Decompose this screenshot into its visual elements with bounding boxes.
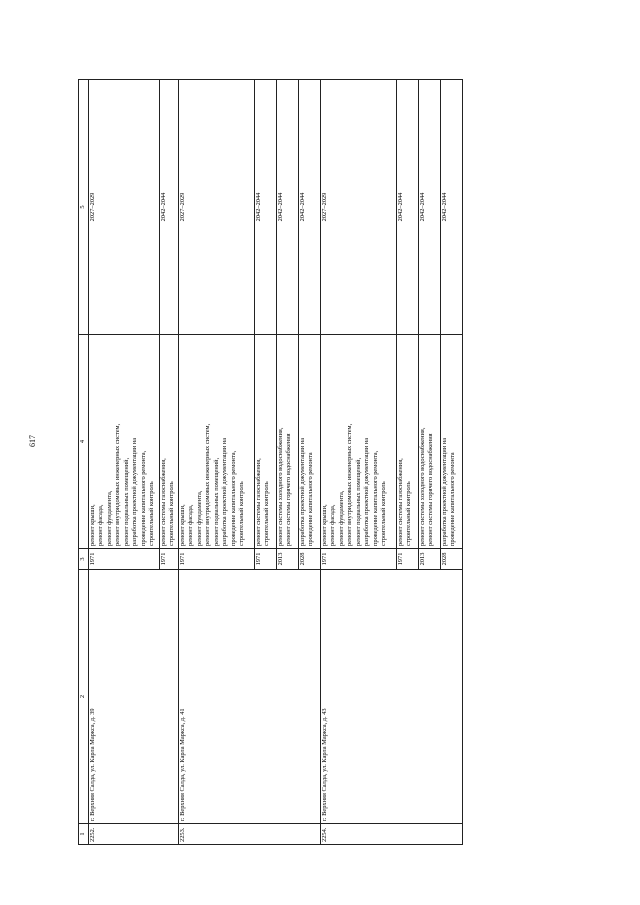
- period-cell: 2042–2044: [299, 80, 321, 335]
- year-cell: 1971: [397, 549, 419, 570]
- period-cell: 2042–2044: [397, 80, 419, 335]
- table-row: [321, 80, 397, 845]
- table-row: [89, 80, 160, 845]
- header-row: [79, 80, 89, 845]
- header-col-3: 3: [79, 549, 89, 570]
- row-number: 2254.: [321, 824, 463, 845]
- address-cell: г. Верхняя Салда, ул. Карла Маркса, д. 41: [179, 570, 321, 824]
- works-cell: ремонт системы холодного водоснабжения, ремонт системы горячего водоснабжения: [277, 335, 299, 549]
- period-cell: 2027–2029: [89, 80, 160, 335]
- works-cell: разработка проектной документации на проведение капитального ремонта: [441, 335, 463, 549]
- period-cell: 2027–2029: [321, 80, 397, 335]
- page-number: 617: [28, 435, 37, 447]
- year-cell: 2013: [277, 549, 299, 570]
- address-cell: г. Верхняя Салда, ул. Карла Маркса, д. 43: [321, 570, 463, 824]
- period-cell: 2042–2044: [419, 80, 441, 335]
- header-col-2: 2: [79, 570, 89, 824]
- works-cell: ремонт системы газоснабжения, строительный контроль: [160, 335, 179, 549]
- year-cell: 1971: [321, 549, 397, 570]
- year-cell: 1971: [255, 549, 277, 570]
- period-cell: 2042–2044: [255, 80, 277, 335]
- row-number: 2252.: [89, 824, 179, 845]
- works-cell: ремонт системы холодного водоснабжения, ремонт системы горячего водоснабжения: [419, 335, 441, 549]
- works-cell: ремонт крыши, ремонт фасада, ремонт фундамента, ремонт внутридомовых инженерных систем, ремонт подвальных помещений, разработка проектной документации на проведение капитального ремонта, строительный контроль: [321, 335, 397, 549]
- year-cell: 1971: [179, 549, 255, 570]
- year-cell: 2028: [299, 549, 321, 570]
- works-cell: ремонт системы газоснабжения, строительный контроль: [255, 335, 277, 549]
- year-cell: 2028: [441, 549, 463, 570]
- period-cell: 2042–2044: [441, 80, 463, 335]
- period-cell: 2027–2029: [179, 80, 255, 335]
- works-cell: ремонт крыши, ремонт фасада, ремонт фундамента, ремонт внутридомовых инженерных систем, ремонт подвальных помещений, разработка проектной документации на проведение капитального ремонта, строительный контроль: [89, 335, 160, 549]
- repair-schedule-table: [78, 79, 463, 845]
- year-cell: 1971: [160, 549, 179, 570]
- table-rotated-container: [78, 80, 565, 845]
- period-cell: 2042–2044: [160, 80, 179, 335]
- period-cell: 2042–2044: [277, 80, 299, 335]
- year-cell: 2013: [419, 549, 441, 570]
- header-col-5: 5: [79, 80, 89, 335]
- row-number: 2253.: [179, 824, 321, 845]
- table-row: [179, 80, 255, 845]
- works-cell: разработка проектной документации на проведение капитального ремонта: [299, 335, 321, 549]
- year-cell: 1971: [89, 549, 160, 570]
- header-col-4: 4: [79, 335, 89, 549]
- header-col-1: 1: [79, 824, 89, 845]
- address-cell: г. Верхняя Салда, ул. Карла Маркса, д. 39: [89, 570, 179, 824]
- works-cell: ремонт крыши, ремонт фасада, ремонт фундамента, ремонт внутридомовых инженерных систем, ремонт подвальных помещений, разработка проектной документации на проведение капитального ремонта, строительный контроль: [179, 335, 255, 549]
- works-cell: ремонт системы газоснабжения, строительный контроль: [397, 335, 419, 549]
